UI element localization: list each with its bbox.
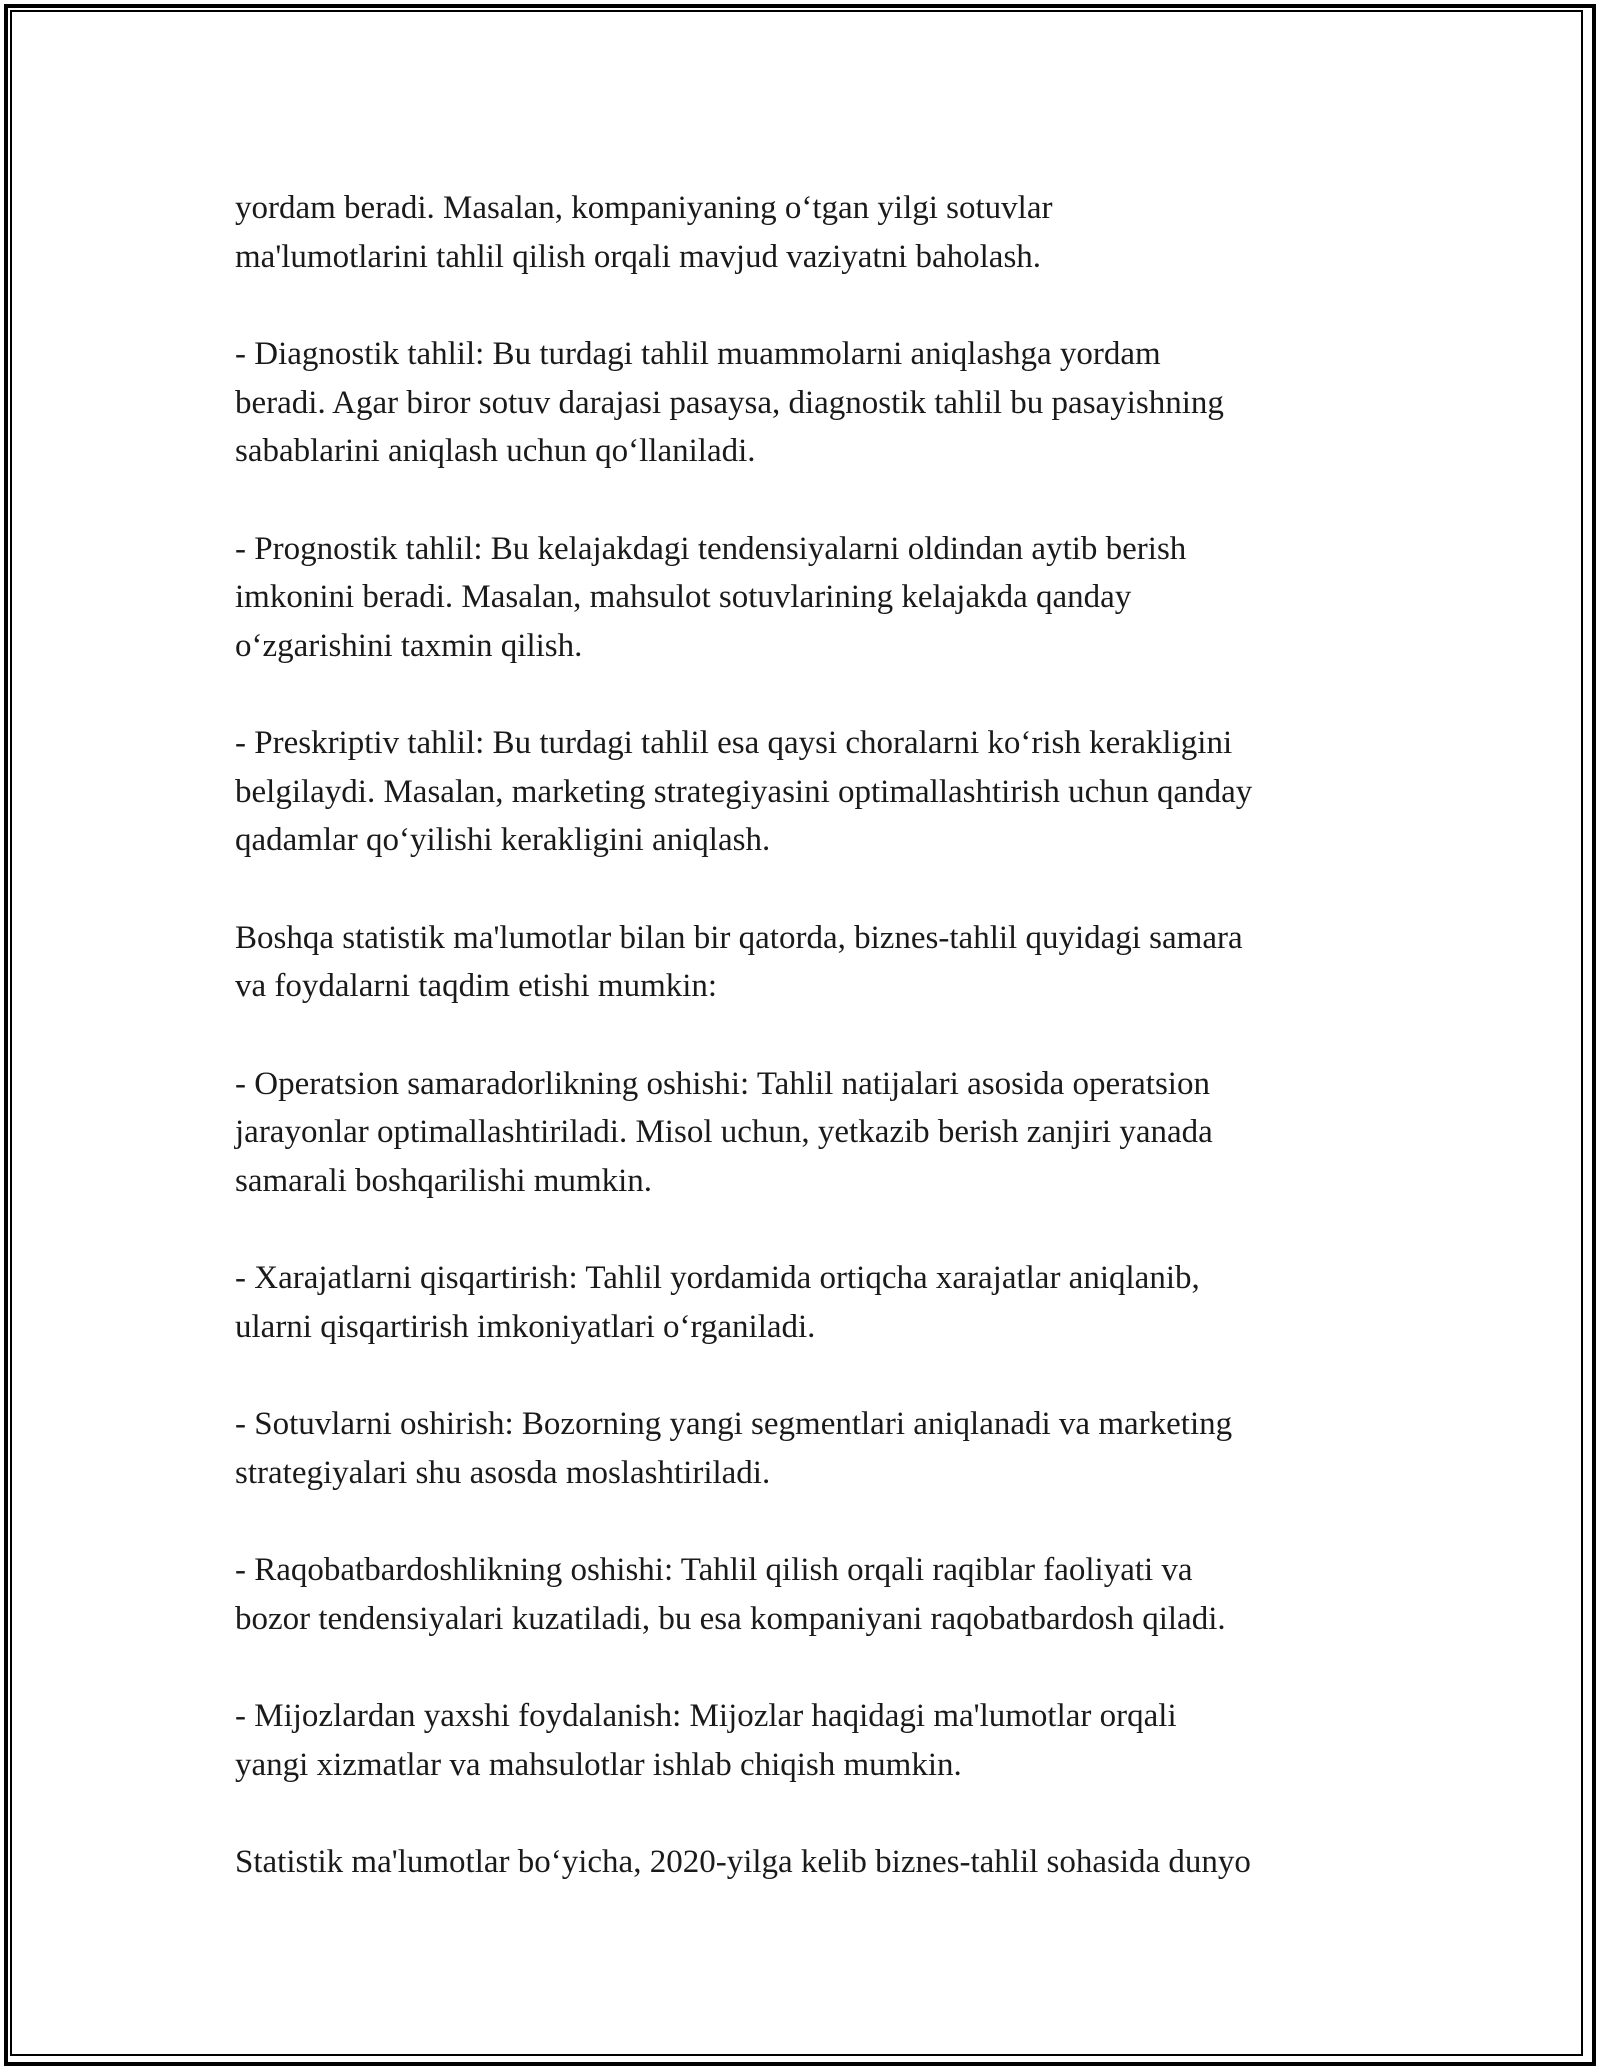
paragraph-benefits-intro	[235, 914, 1415, 1011]
paragraph-sales-growth	[235, 1400, 1415, 1497]
paragraph-statistics-closing	[235, 1838, 1415, 1887]
text-line: belgilaydi. Masalan, marketing strategiyasini optimallashtirish uchun qanday	[235, 773, 1253, 810]
paragraph-prescriptive-analysis	[235, 719, 1415, 865]
document-body	[235, 184, 1415, 1936]
text-line: strategiyalari shu asosda moslashtiriladi.	[235, 1454, 771, 1491]
paragraph-competitiveness	[235, 1546, 1415, 1643]
text-line: yordam beradi. Masalan, kompaniyaning o‘tgan yilgi sotuvlar	[235, 190, 1053, 226]
text-line: - Prognostik tahlil: Bu kelajakdagi tendensiyalarni oldindan aytib berish	[235, 530, 1187, 567]
text-line: - Preskriptiv tahlil: Bu turdagi tahlil esa qaysi choralarni ko‘rish kerakligini	[235, 725, 1233, 761]
paragraph-diagnostic-analysis	[235, 330, 1415, 476]
text-line: - Raqobatbardoshlikning oshishi: Tahlil qilish orqali raqiblar faoliyati va	[235, 1552, 1193, 1588]
text-line: Boshqa statistik ma'lumotlar bilan bir qatorda, biznes-tahlil quyidagi samara	[235, 919, 1243, 956]
text-line: jarayonlar optimallashtiriladi. Misol uchun, yetkazib berish zanjiri yanada	[235, 1114, 1213, 1150]
text-line: qadamlar qo‘yilishi kerakligini aniqlash.	[235, 822, 771, 858]
text-line: ularni qisqartirish imkoniyatlari o‘rganiladi.	[235, 1308, 816, 1345]
paragraph-customer-usage	[235, 1692, 1415, 1789]
text-line: yangi xizmatlar va mahsulotlar ishlab chiqish mumkin.	[235, 1746, 962, 1783]
paragraph-descriptive-end	[235, 184, 1415, 281]
text-line: va foydalarni taqdim etishi mumkin:	[235, 968, 718, 1004]
text-line: bozor tendensiyalari kuzatiladi, bu esa kompaniyani raqobatbardosh qiladi.	[235, 1600, 1226, 1637]
text-line: Statistik ma'lumotlar bo‘yicha, 2020-yilga kelib biznes-tahlil sohasida dunyo	[235, 1844, 1251, 1880]
text-line: - Operatsion samaradorlikning oshishi: Tahlil natijalari asosida operatsion	[235, 1065, 1210, 1102]
paragraph-cost-reduction	[235, 1254, 1415, 1351]
text-line: - Diagnostik tahlil: Bu turdagi tahlil muammolarni aniqlashga yordam	[235, 336, 1161, 372]
text-line: ma'lumotlarini tahlil qilish orqali mavjud vaziyatni baholash.	[235, 238, 1042, 275]
text-line: samarali boshqarilishi mumkin.	[235, 1162, 653, 1199]
paragraph-prognostic-analysis	[235, 525, 1415, 671]
text-line: imkonini beradi. Masalan, mahsulot sotuvlarining kelajakda qanday	[235, 579, 1132, 615]
text-line: - Mijozlardan yaxshi foydalanish: Mijozlar haqidagi ma'lumotlar orqali	[235, 1698, 1177, 1734]
text-line: sabablarini aniqlash uchun qo‘llaniladi.	[235, 433, 756, 469]
text-line: - Xarajatlarni qisqartirish: Tahlil yordamida ortiqcha xarajatlar aniqlanib,	[235, 1260, 1200, 1296]
text-line: beradi. Agar biror sotuv darajasi pasaysa, diagnostik tahlil bu pasayishning	[235, 384, 1224, 421]
text-line: o‘zgarishini taxmin qilish.	[235, 627, 583, 664]
text-line: - Sotuvlarni oshirish: Bozorning yangi segmentlari aniqlanadi va marketing	[235, 1406, 1233, 1442]
paragraph-operational-efficiency	[235, 1060, 1415, 1206]
